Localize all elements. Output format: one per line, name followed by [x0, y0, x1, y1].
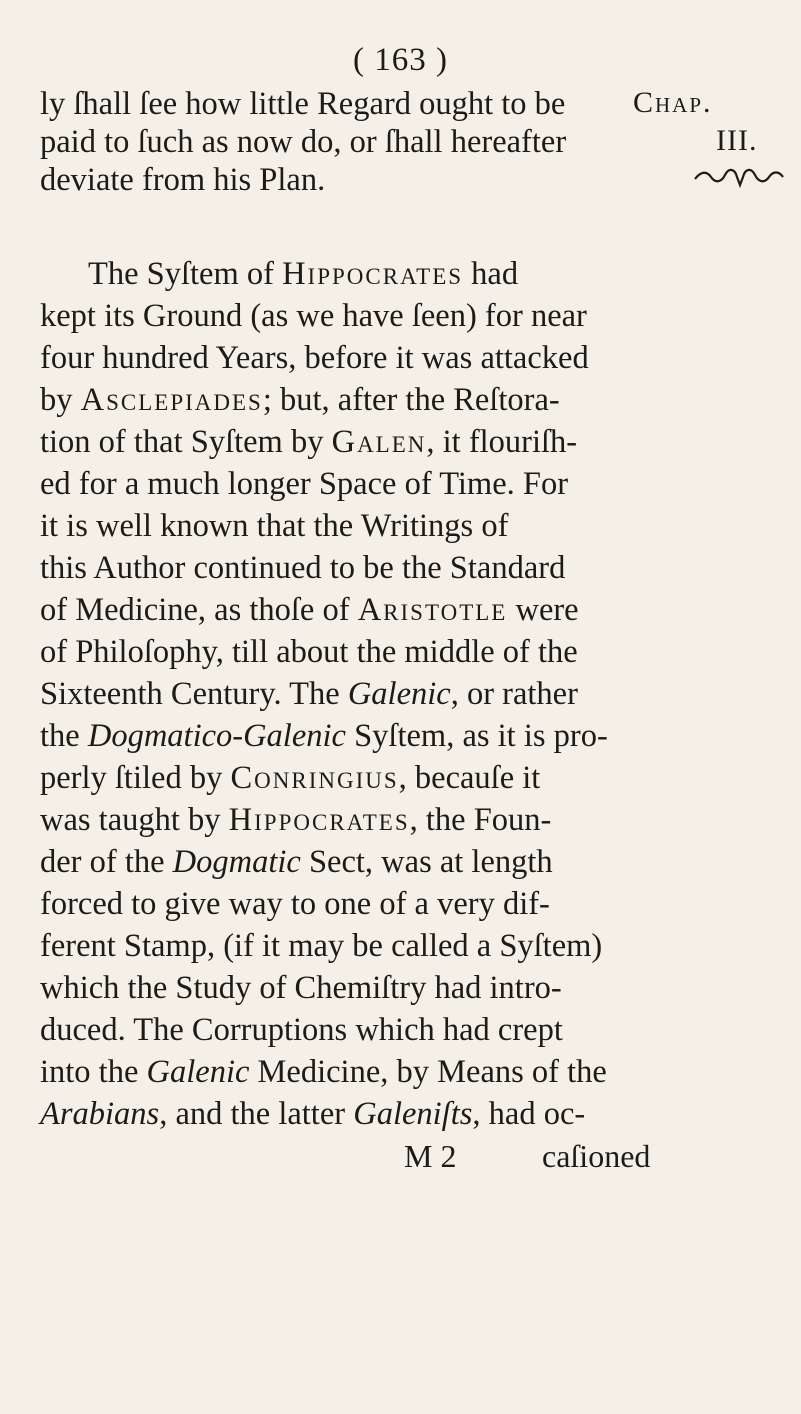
text: , the Foun-: [409, 802, 552, 838]
text: Syſtem, as it is pro-: [345, 718, 608, 754]
margin-chapter-label: Chap.: [633, 86, 713, 119]
text: der of the: [40, 844, 173, 880]
name-aristotle: Aristotle: [357, 592, 508, 628]
intro-line-2: paid to ſuch as now do, or ſhall hereafter: [40, 124, 567, 160]
name-hippocrates: Hippocrates: [282, 256, 464, 292]
body-line-21: [40, 1094, 585, 1134]
body-line-20: [40, 1052, 607, 1092]
name-hippocrates: Hippocrates: [228, 802, 410, 838]
term-arabians: Arabians: [40, 1096, 160, 1132]
text: by: [40, 382, 81, 418]
text: perly ſtiled by: [40, 760, 231, 796]
body-line-16: forced to give way to one of a very dif-: [40, 886, 550, 922]
text: the: [40, 718, 88, 754]
signature-mark: M 2: [404, 1138, 457, 1174]
text: Sixteenth Century. The: [40, 676, 348, 712]
name-conringius: Conringius: [230, 760, 399, 796]
body-line-15: [40, 842, 553, 882]
text: were: [507, 592, 579, 628]
text: into the: [40, 1054, 147, 1090]
text: Sect, was at length: [300, 844, 553, 880]
body-line-19: duced. The Corruptions which had crept: [40, 1012, 563, 1048]
text: tion of that Syſtem by: [40, 424, 332, 460]
text: Medicine, by Means of the: [249, 1054, 607, 1090]
body-line-2: kept its Ground (as we have ſeen) for near: [40, 298, 587, 334]
term-galenists: Galeniſts: [353, 1096, 473, 1132]
body-line-10: of Philoſophy, till about the middle of the: [40, 634, 578, 670]
text: The Syſtem of: [88, 256, 283, 292]
ornament-flourish-icon: [693, 165, 785, 189]
name-asclepiades: Asclepiades: [80, 382, 263, 418]
term-galenic: Galenic: [347, 676, 451, 712]
text: was taught by: [40, 802, 229, 838]
text: , becauſe it: [398, 760, 541, 796]
body-line-6: ed for a much longer Space of Time. For: [40, 466, 569, 502]
catchword: caſioned: [542, 1138, 651, 1174]
term-dogmatico-galenic: Dogmatico-Galenic: [87, 718, 346, 754]
body-line-1: [88, 254, 518, 294]
intro-line-1: ly ſhall ſee how little Regard ought to be: [40, 86, 566, 122]
body-line-4: [40, 380, 560, 420]
body-line-11: [40, 674, 578, 714]
text: , and the latter: [159, 1096, 354, 1132]
term-galenic: Galenic: [146, 1054, 250, 1090]
text: had: [463, 256, 519, 292]
body-line-17: ferent Stamp, (if it may be called a Syſtem): [40, 928, 603, 964]
page-number: ( 163 ): [353, 42, 448, 78]
body-line-14: [40, 800, 551, 840]
text: , or rather: [450, 676, 578, 712]
body-line-7: it is well known that the Writings of: [40, 508, 509, 544]
body-line-9: [40, 590, 579, 630]
body-line-18: which the Study of Chemiſtry had intro-: [40, 970, 562, 1006]
intro-line-3: deviate from his Plan.: [40, 162, 326, 198]
body-line-8: this Author continued to be the Standard: [40, 550, 566, 586]
body-line-13: [40, 758, 540, 798]
body-line-3: four hundred Years, before it was attacked: [40, 340, 589, 376]
margin-chapter-number: III.: [716, 124, 758, 157]
body-line-5: [40, 422, 577, 462]
name-galen: Galen: [331, 424, 427, 460]
text: , it flouriſh-: [426, 424, 578, 460]
text: ; but, after the Reſtora-: [262, 382, 560, 418]
text: of Medicine, as thoſe of: [40, 592, 358, 628]
body-line-12: [40, 716, 608, 756]
term-dogmatic: Dogmatic: [172, 844, 301, 880]
text: , had oc-: [472, 1096, 586, 1132]
